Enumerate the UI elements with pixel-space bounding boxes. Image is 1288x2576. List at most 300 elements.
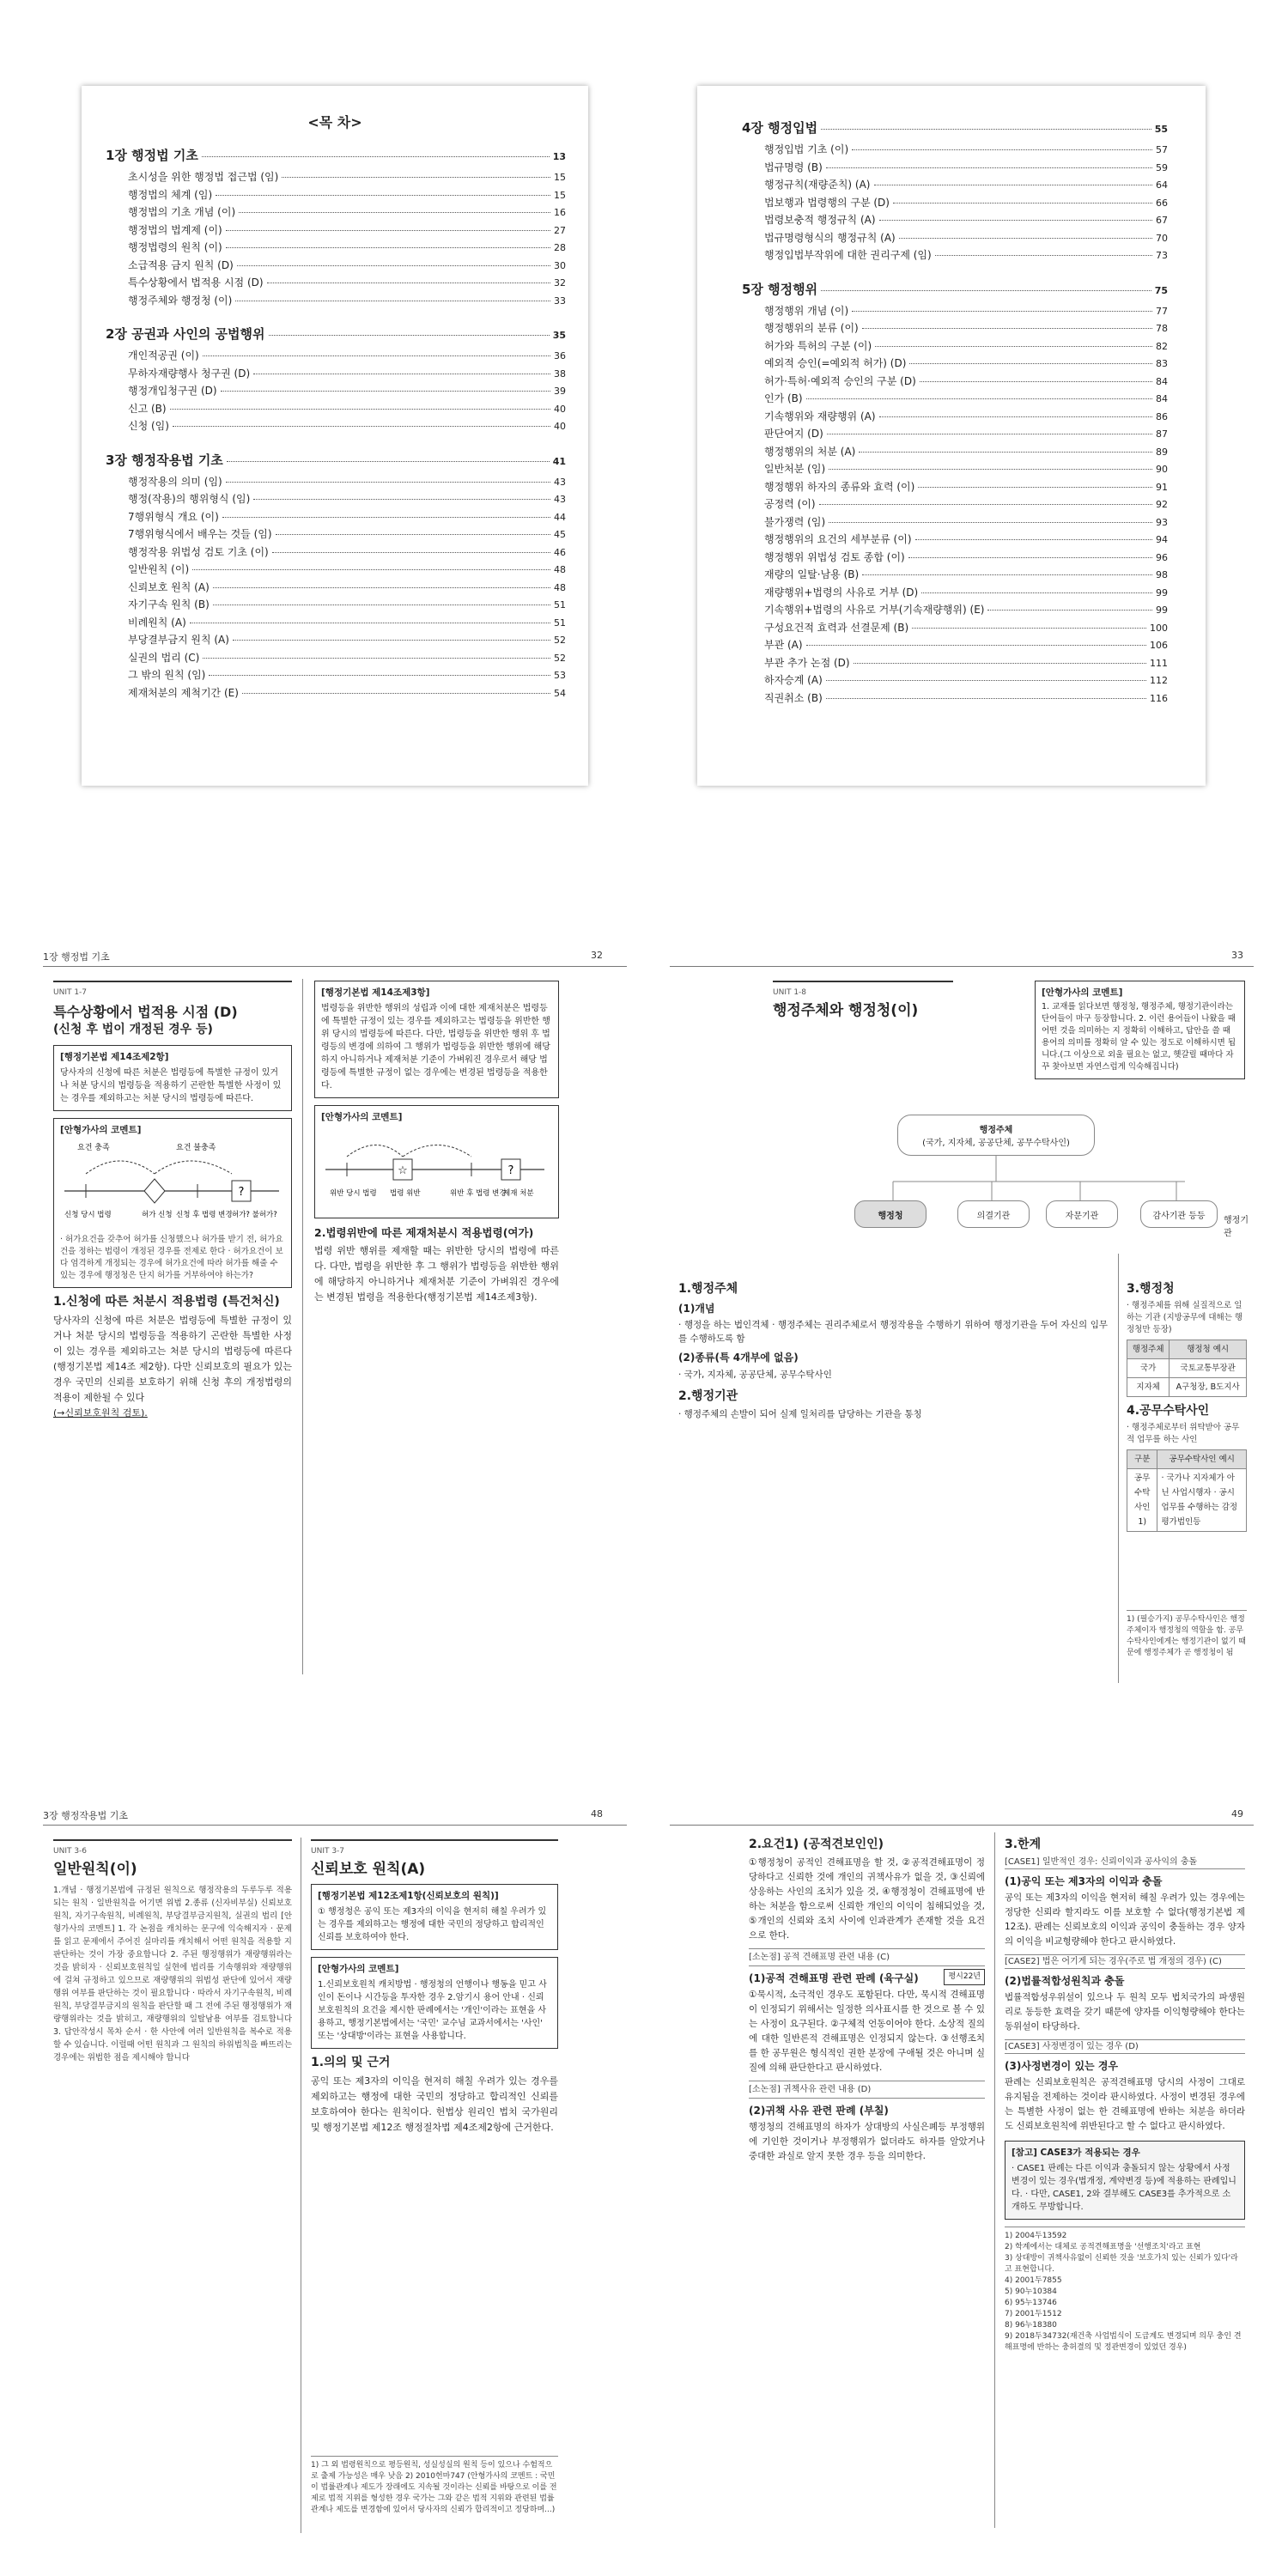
section-heading-2: 2.법령위반에 따른 제재처분시 적용법령(여가) <box>314 1226 534 1239</box>
left-column <box>53 1839 292 2064</box>
right-column <box>314 981 559 1305</box>
diagram-label-4: 신청 후 법령 변경 <box>176 1211 233 1219</box>
toc-page-number: 57 <box>1156 144 1168 155</box>
toc-item[interactable] <box>128 544 566 562</box>
table-header: 구분 <box>1127 1450 1157 1469</box>
toc-item-title: 행정행위 하자의 종류와 효력 (이) <box>764 480 915 493</box>
toc-item[interactable] <box>764 654 1168 672</box>
table-cell: 공무수탁 사인1) <box>1127 1469 1157 1532</box>
toc-item[interactable] <box>128 649 566 667</box>
toc-item-title: 허가와 특허의 구분 (이) <box>764 339 872 352</box>
law-box-2-text: 법령등을 위반한 행위의 성립과 이에 대한 제재처분은 법령등에 특별한 규정이 있는 경우를 제외하고는 법령등을 위반한 행위 당시의 법령등에 따른다. 다만, 법령등을 위반한 행위 후 법령등의 변경에 의하여 그 행위가 법령등을 위반한 행위에 해당하지 아니하거나 제재처분 기준이 가벼워진 경우로서 해당 법령등에 특별한 규정이 없는 경우에는 변경된 법령등을 적용한다. <box>321 1004 550 1091</box>
exam-badge: 평시22년 <box>944 1969 985 1985</box>
toc-item-title: 7행위형식에서 배우는 것들 (임) <box>128 528 272 540</box>
law-box-title: [행정기본법 제14조제2항] <box>60 1052 169 1062</box>
unit-label: UNIT 1-8 <box>773 981 953 1000</box>
toc-item[interactable] <box>128 417 566 435</box>
toc-item-title: 부관 추가 논점 (D) <box>764 656 850 669</box>
body-3: · 행정주체를 위해 실질적으로 일하는 기관 (지방공무에 대해는 행정청만 등장) <box>1127 1301 1243 1334</box>
page-header <box>670 945 1254 967</box>
toc-item[interactable] <box>764 549 1168 567</box>
law-box <box>53 1045 292 1111</box>
table-header: 행정주체 <box>1127 1340 1170 1359</box>
toc-page-number: 73 <box>1156 250 1168 261</box>
toc-item[interactable] <box>764 566 1168 584</box>
toc-page-number: 106 <box>1150 640 1168 651</box>
sub-issue-tag: [소논점] 공적 견해표명 관련 내용 (C) <box>749 1948 985 1966</box>
toc-item-title: 법규명령 (B) <box>764 161 823 173</box>
toc-item[interactable] <box>128 292 566 310</box>
org-node: 행정청 <box>854 1200 927 1228</box>
diagram-label-5: 허가? 불허가? <box>232 1211 277 1219</box>
toc-item-title: 비례원칙 (A) <box>128 616 186 629</box>
org-node: 감사기관 등등 <box>1140 1200 1218 1228</box>
section-body: 공익 또는 제3자의 이익을 현저히 해칠 우려가 있는 경우를 제외하고는 행정에 대한 국민의 정당하고 합리적인 신뢰를 보호하여야 한다는 원칙이다. 헌법상 원리인 법치 국가원리 및 행정기본법 제12조 행정절차법 제4조제2항에 근거한다. <box>311 2075 558 2133</box>
toc-item-title: 인가 (B) <box>764 392 803 404</box>
toc-item[interactable] <box>764 584 1168 602</box>
footnote-item: 8) 96누18380 <box>1005 2321 1057 2330</box>
toc-item[interactable] <box>128 508 566 526</box>
toc-item-title: 신고 (B) <box>128 402 167 415</box>
toc-item[interactable] <box>128 490 566 508</box>
toc-item-title: 행정개입청구권 (D) <box>128 385 217 397</box>
section-heading: 2.요건1) (공적견보인인) <box>749 1838 884 1851</box>
toc-page-number: 40 <box>554 403 566 415</box>
toc-item[interactable] <box>128 561 566 579</box>
toc-page-number: 100 <box>1150 622 1168 634</box>
toc-item[interactable] <box>764 425 1168 443</box>
case-3: [CASE3] 사정변경이 있는 경우 (D) <box>1005 2039 1245 2054</box>
table-cell: 지자체 <box>1127 1378 1170 1397</box>
toc-item-title: 행정행위 개념 (이) <box>764 304 849 317</box>
toc-item-title: 초시성을 위한 행정법 접근법 (임) <box>128 171 279 183</box>
toc-item-title: 행정작용의 의미 (임) <box>128 475 222 488</box>
toc-item-title: 행정작용 위법성 검토 기초 (이) <box>128 545 269 558</box>
toc-page-number: 13 <box>552 151 566 162</box>
toc-item[interactable] <box>764 194 1168 212</box>
toc-item[interactable] <box>764 211 1168 229</box>
toc-item[interactable] <box>764 408 1168 426</box>
toc-item[interactable] <box>764 141 1168 159</box>
toc-item[interactable] <box>764 495 1168 513</box>
toc-item-title: 구성요건적 효력과 선결문제 (B) <box>764 621 909 634</box>
toc-chapter-title: 2장 공권과 사인의 공법행위 <box>106 326 265 342</box>
unit-title: 행정주체와 행정청(이) <box>773 1002 919 1019</box>
toc-page-number: 53 <box>554 670 566 681</box>
unit-label: UNIT 3-7 <box>311 1839 558 1859</box>
toc-chapter-title: 4장 행정입법 <box>742 120 818 136</box>
footnote-item: 4) 2001두7855 <box>1005 2276 1062 2285</box>
toc-item-title: 행정입법 기초 (이) <box>764 143 849 155</box>
toc-item[interactable] <box>764 390 1168 408</box>
table-cell: 국토교통부장관 <box>1170 1359 1247 1378</box>
unit-title: 신뢰보호 원칙(A) <box>311 1861 426 1878</box>
table-cell: 국가 <box>1127 1359 1170 1378</box>
toc-item-title: 일반처분 (임) <box>764 463 826 475</box>
main-node <box>897 1115 1095 1156</box>
sub-body-d: 법률적합성우위설이 있으나 두 원칙 모두 법치국가의 파생원리로 동등한 효력을 갖기 때문에 양자를 이익형량해야 한다는 동위설이 타당하다. <box>1005 1992 1245 2032</box>
timeline-diagram <box>60 1139 285 1234</box>
toc-item[interactable] <box>764 159 1168 177</box>
section-heading-limit: 3.한계 <box>1005 1838 1042 1851</box>
toc-title: <목 차> <box>307 114 362 131</box>
law-box-2 <box>314 981 559 1098</box>
sub-body-c: 공익 또는 제3자의 이익을 현저히 해칠 우려가 있는 경우에는 정당한 신뢰라 할지라도 이를 보호할 수 없다(행정기본법 제12조). 판례는 신뢰보호의 이익과 공익이 충돌하는 경우 양자의 이익을 비교형량해야 한다고 판시하였다. <box>1005 1893 1245 1947</box>
toc-page-number: 39 <box>554 386 566 397</box>
toc-page-number: 15 <box>554 172 566 183</box>
body-4: · 행정주체로부터 위탁받아 공무적 업무를 하는 사인 <box>1127 1423 1240 1444</box>
toc-item-title: 그 밖의 원칙 (임) <box>128 669 206 681</box>
toc-item[interactable] <box>764 337 1168 355</box>
comment-box-text: 1. 교재를 읽다보면 행정청, 행정주체, 행정기관이라는 단어들이 마구 등장합니다. 2. 이런 용어들이 나왔을 때 어떤 것을 의미하는 지 정확히 이해하고, 답안을 쓸 때 용어의 의미를 정확히 알 수 있는 정도로 이해하시면 됩니다.(그 이상으로 외울 필요는 없고, 헷갈릴 때마다 자꾸 찾아보면 자연스럽게 익숙해집니다) <box>1042 1002 1236 1072</box>
right-column <box>1127 1275 1247 1532</box>
toc-page-number: 44 <box>554 511 566 523</box>
toc-item-title: 개인적공권 (이) <box>128 349 199 361</box>
sub-body-1: ①묵시적, 소극적인 경우도 포함된다. 다만, 묵시적 견해표명이 인정되기 위해서는 일정한 의사표시를 한 것으로 볼 수 있는 사정이 요구된다. ②구체적 언동이어야 한다. 소상적 질의에 대한 일반론적 견해표명은 인정되지 않는다. ③선행조치를 한 공무원은 형식적인 권한 분장에 구애될 것은 아니며 실질에 의해 판단한다고 판시하였다. <box>749 1990 985 2073</box>
toc-right-list <box>742 118 1168 707</box>
toc-page-number: 55 <box>1154 124 1168 135</box>
toc-page-number: 48 <box>554 564 566 575</box>
toc-page-number: 111 <box>1150 657 1168 669</box>
toc-chapter-title: 3장 행정작용법 기초 <box>106 452 223 468</box>
right-column <box>1005 1831 1245 2354</box>
section-body-1: 당사자의 신청에 따른 처분은 법령등에 특별한 규정이 있거나 처분 당시의 법령등을 적용하기 곤란한 특별한 사정이 있는 경우를 제외하고는 처분 당시의 법령등에 따른다(행정기본법 제14조 제2항). 다만 신뢰보호의 필요가 있는 경우 국민의 신뢰를 보호하기 위해 신청 후의 개정법령의 적용이 제한될 수 있다 <box>53 1315 292 1403</box>
toc-page-number: 77 <box>1156 305 1168 317</box>
toc-item[interactable] <box>764 319 1168 337</box>
comment-box-title: [안형가사의 코멘트] <box>1042 987 1123 998</box>
sub-body-2: 행정청의 견해표명의 하자가 상대방의 사실은폐등 부정행위에 기인한 것이거나 부정행위가 없더라도 하자를 알았거나 중대한 과실로 알지 못한 경우 등을 의미한다. <box>749 2122 985 2161</box>
toc-item-title: 소급적용 금지 원칙 (D) <box>128 258 234 271</box>
svg-text:?: ? <box>238 1186 245 1199</box>
case-2: [CASE2] 법은 어기게 되는 경우(주로 법 개정의 경우) (C) <box>1005 1954 1245 1969</box>
toc-item-title: 부관 (A) <box>764 639 803 651</box>
toc-item-title: 판단여지 (D) <box>764 428 823 440</box>
toc-item[interactable] <box>128 596 566 614</box>
page-32 <box>43 945 627 1683</box>
toc-item-title: 행정행위의 요건의 세부분류 (이) <box>764 533 912 545</box>
section-body: ①행정청이 공적인 견해표명을 할 것, ②공적견해표명이 정당하다고 신뢰한 것에 개인의 귀책사유가 없을 것, ③신뢰에 상응하는 사인의 조치가 있을 것, ④행정청이 견해표명에 반하는 처분을 함으로써 신뢰한 개인의 이익이 침해되었을 것, ⑤개인의 신뢰와 조치 사이에 인과관계가 존재할 것을 요건으로 한다. <box>749 1857 985 1941</box>
toc-item[interactable] <box>128 347 566 365</box>
toc-item-title: 행정(작용)의 행위형식 (임) <box>128 493 251 505</box>
toc-item-title: 예외적 승인(=예외적 허가) (D) <box>764 357 907 369</box>
section-body-2: 법령 위반 행위를 제재할 때는 위반한 당시의 법령에 따른다. 다만, 법령을 위반한 후 그 행위가 법령등을 위반한 행위에 해당하지 아니하거나 제재처분 기준이 가벼워진 경우에는 변경된 법령을 적용한다(행정기본법 제14조제3항). <box>314 1245 559 1303</box>
toc-page-number: 91 <box>1156 481 1168 493</box>
section-body-1-note: (→신뢰보호원칙 검토). <box>53 1407 148 1419</box>
toc-item[interactable] <box>764 601 1168 619</box>
sub-issue-tag: [소논점] 귀책사유 관련 내용 (D) <box>749 2081 985 2099</box>
toc-page-number: 87 <box>1156 428 1168 440</box>
toc-page-left <box>82 86 588 786</box>
section-heading-1: 1.행정주체 <box>678 1282 738 1296</box>
sub-heading-d: (2)법률적합성원칙과 충돌 <box>1005 1975 1125 1987</box>
page-33 <box>670 945 1254 1683</box>
toc-chapter-title: 1장 행정법 기초 <box>106 148 198 163</box>
diagram-label-1: 요건 불충족 <box>176 1144 216 1152</box>
toc-item-title: 신뢰보호 원칙 (A) <box>128 580 210 593</box>
left-column <box>749 1831 985 2164</box>
body-2: · 행정주체의 손발이 되어 실제 일처리를 담당하는 기관을 통칭 <box>678 1409 922 1419</box>
toc-item-title: 행정법의 기초 개념 (이) <box>128 206 236 218</box>
toc-item[interactable] <box>128 400 566 418</box>
unit-title: 일반원칙(이) <box>53 1861 137 1878</box>
sub-heading-1: (1)공적 견해표명 관련 판례 (육구실) <box>749 1972 919 1984</box>
toc-item[interactable] <box>128 631 566 649</box>
toc-page-number: 84 <box>1156 393 1168 404</box>
toc-item-title: 제재처분의 제척기간 (E) <box>128 686 239 699</box>
table-header: 공무수탁사인 예시 <box>1157 1450 1247 1469</box>
toc-item[interactable] <box>764 373 1168 391</box>
toc-item[interactable] <box>764 531 1168 549</box>
law-box-text: ① 행정청은 공익 또는 제3자의 이익을 현저히 해칠 우려가 있는 경우를 제외하고는 행정에 대한 국민의 정당하고 합리적인 신뢰를 보호하여야 한다. <box>318 1907 547 1942</box>
toc-page-number: 89 <box>1156 446 1168 458</box>
toc-page-number: 45 <box>554 529 566 540</box>
toc-item[interactable] <box>764 636 1168 654</box>
unit-label: UNIT 1-7 <box>53 981 292 1000</box>
toc-item[interactable] <box>764 176 1168 194</box>
footnote-item: 6) 95누13746 <box>1005 2299 1057 2307</box>
comment-box <box>311 1957 558 2049</box>
toc-page-number: 90 <box>1156 464 1168 475</box>
left-column <box>53 981 292 1421</box>
toc-page-number: 94 <box>1156 534 1168 545</box>
toc-page-number: 51 <box>554 599 566 611</box>
sub-heading-1b: (2)종류(특 4개부에 없음) <box>678 1352 799 1364</box>
reference-text: · CASE1 판례는 다른 이익과 충돌되지 않는 상황에서 사정변경이 있는 경우(법개정, 계약변경 등)에 적용하는 판례입니다. · 다만, CASE1, 2와 결부해도 CASE3를 추가적으로 소개하도 무방합니다. <box>1012 2164 1236 2212</box>
case-1: [CASE1] 일반적인 경우: 신뢰이익과 공사익의 충돌 <box>1005 1856 1245 1869</box>
toc-page-number: 38 <box>554 368 566 380</box>
toc-page-number: 52 <box>554 652 566 664</box>
comment-box <box>1035 981 1245 1079</box>
page-number: 49 <box>1231 1808 1243 1820</box>
toc-page-number: 82 <box>1156 340 1168 352</box>
toc-page-number: 43 <box>554 494 566 505</box>
toc-chapter <box>106 451 566 702</box>
toc-chapter <box>106 146 566 309</box>
main-node-sub: (국가, 지자체, 공공단체, 공무수탁사인) <box>922 1139 1070 1148</box>
footnote-item: 9) 2018두34732(재건축 사업법식이 도급계도 변경되며 의무 충인 견해표명에 반하는 충허결의 및 정관변경이 있었던 경우) <box>1005 2332 1242 2352</box>
toc-item-title: 행정주체와 행정청 (이) <box>128 294 233 307</box>
toc-item-title: 행정행위의 처분 (A) <box>764 445 856 458</box>
private-table <box>1127 1449 1247 1532</box>
toc-item-title: 재량의 일탈·남용 (B) <box>764 568 860 580</box>
toc-page-number: 70 <box>1156 232 1168 244</box>
toc-item-title: 불가쟁력 (임) <box>764 515 826 528</box>
unit-title <box>53 1004 292 1038</box>
toc-item-title: 행정법령의 원칙 (이) <box>128 241 222 253</box>
toc-page-number: 64 <box>1156 179 1168 191</box>
toc-item[interactable] <box>764 229 1168 247</box>
toc-item[interactable] <box>764 460 1168 478</box>
toc-item-title: 7행위형식 개요 (이) <box>128 510 219 523</box>
left-column <box>678 1275 1108 1421</box>
toc-page-number: 32 <box>554 277 566 289</box>
toc-page-number: 96 <box>1156 551 1168 563</box>
toc-item-title: 법령보충적 행정규칙 (A) <box>764 214 876 226</box>
agency-table <box>1127 1340 1247 1397</box>
diagram2-label-2: 위반 후 법령 변경 <box>450 1189 507 1198</box>
section-heading-4: 4.공무수탁사인 <box>1127 1404 1210 1418</box>
toc-page-right <box>697 86 1206 786</box>
footnote-item: 7) 2001두1512 <box>1005 2310 1062 2318</box>
section-heading: 1.의의 및 근거 <box>311 2056 391 2069</box>
unit-subtitle: (신청 후 법이 개정된 경우 등) <box>53 1023 213 1036</box>
toc-page-number: 67 <box>1156 215 1168 226</box>
page-49 <box>670 1803 1254 2542</box>
toc-item-title: 자기구속 원칙 (B) <box>128 598 210 611</box>
toc-chapter <box>106 325 566 435</box>
toc-page-number: 86 <box>1156 410 1168 422</box>
comment-box-text: · 허가요건을 갖추어 허가를 신청했으나 허가를 받기 전, 허가요건을 정하는 법령이 개정된 경우를 전제로 한다 · 허가요건이 보다 엄격하게 개정되는 경우에 허가요건에 따라 허가를 해줄 수 있는 경우에 행정청은 단지 허가를 거부하여야 하는가? <box>60 1235 283 1280</box>
toc-item[interactable] <box>764 619 1168 637</box>
toc-item[interactable] <box>128 526 566 544</box>
toc-page-number: 48 <box>554 581 566 593</box>
body-1a: · 행정을 하는 법인격체 · 행정주체는 권리주체로서 행정작용을 수행하기 위하여 행정기관을 두어 자신의 임무를 수행하도록 함 <box>678 1320 1108 1344</box>
toc-item[interactable] <box>128 473 566 491</box>
section-heading-3: 3.행정청 <box>1127 1282 1175 1296</box>
toc-item[interactable] <box>128 239 566 257</box>
law-box <box>311 1884 558 1950</box>
toc-page-number: 66 <box>1156 197 1168 209</box>
comment-box-title: [안형가사의 코멘트] <box>60 1125 142 1135</box>
toc-page-number: 36 <box>554 350 566 361</box>
sanction-diagram <box>321 1127 551 1212</box>
toc-page-number: 15 <box>554 189 566 201</box>
toc-item[interactable] <box>128 365 566 383</box>
toc-item[interactable] <box>128 579 566 597</box>
table-cell: · 국가나 지자체가 아닌 사업시행자 · 공시업무를 수행하는 감정평가법인등 <box>1157 1469 1247 1532</box>
toc-item-title: 일반원칙 (이) <box>128 563 190 575</box>
toc-item[interactable] <box>128 222 566 240</box>
toc-item-title: 무하자재량행사 청구권 (D) <box>128 367 251 380</box>
toc-item-title: 행정행위 위법성 검토 종합 (이) <box>764 550 905 563</box>
comment-box-2-title: [안형가사의 코멘트] <box>321 1112 403 1122</box>
toc-item[interactable] <box>128 186 566 204</box>
reference-title: [참고] CASE3가 적용되는 경우 <box>1012 2148 1140 2158</box>
toc-chapter-title: 5장 행정행위 <box>742 281 818 297</box>
toc-chapter <box>742 118 1168 264</box>
body-1b: · 국가, 지자체, 공공단체, 공무수탁사인 <box>678 1370 832 1380</box>
diagram-label-0: 요건 충족 <box>77 1144 110 1152</box>
toc-page-number: 93 <box>1156 516 1168 528</box>
toc-item[interactable] <box>128 204 566 222</box>
toc-item[interactable] <box>128 274 566 292</box>
comment-box <box>53 1118 292 1288</box>
org-node: 의결기관 <box>957 1200 1030 1228</box>
toc-item-title: 직권취소 (B) <box>764 691 823 704</box>
toc-page-number: 46 <box>554 546 566 558</box>
nodes-right-label: 행정기관 <box>1224 1216 1249 1238</box>
unit-label: UNIT 3-6 <box>53 1839 292 1859</box>
diagram-label-3: 허가 신청 <box>142 1211 173 1219</box>
sub-heading-2: (2)귀책 사유 관련 판례 (부칠) <box>749 2105 889 2117</box>
page-number: 48 <box>591 1808 603 1820</box>
toc-page-number: 30 <box>554 259 566 271</box>
toc-page-number: 98 <box>1156 569 1168 580</box>
table-cell: A구청장, B도지사 <box>1170 1378 1247 1397</box>
footnote-item: 2) 학계에서는 대체로 공적견해표명을 '선행조치'라고 표현 <box>1005 2243 1201 2251</box>
diagram2-label-3: 제재 처분 <box>503 1189 534 1198</box>
law-box-text: 당사자의 신청에 따른 처분은 법령등에 특별한 규정이 있거나 처분 당시의 법령등을 적용하기 곤란한 특별한 사정이 있는 경우를 제외하고는 처분 당시의 법령등에 따른다. <box>60 1068 282 1103</box>
page-header <box>43 1803 627 1826</box>
toc-page-number: 51 <box>554 617 566 629</box>
reference-box <box>1005 2141 1245 2220</box>
chapter-label: 3장 행정작용법 기초 <box>43 1810 128 1821</box>
footnotes <box>1005 2227 1245 2354</box>
toc-page-number: 59 <box>1156 161 1168 173</box>
toc-item-title: 신청 (임) <box>128 420 169 432</box>
toc-item[interactable] <box>128 168 566 186</box>
section-heading-1: 1.신청에 따른 처분시 적용법령 (특건처신) <box>53 1295 280 1309</box>
table-header: 행정청 예시 <box>1170 1340 1247 1359</box>
toc-item[interactable] <box>764 355 1168 373</box>
toc-page-number: 52 <box>554 635 566 646</box>
toc-page-number: 33 <box>554 295 566 307</box>
toc-item-title: 행정행위의 분류 (이) <box>764 322 859 334</box>
toc-page-number: 43 <box>554 476 566 488</box>
toc-page-number: 28 <box>554 242 566 253</box>
page-header <box>670 1803 1254 1826</box>
toc-page-number: 78 <box>1156 323 1168 334</box>
toc-item[interactable] <box>764 690 1168 708</box>
toc-item-title: 법보행과 법령행의 구분 (D) <box>764 196 890 209</box>
toc-item-title: 허가·특허·예외적 승인의 구분 (D) <box>764 374 916 387</box>
toc-item[interactable] <box>764 302 1168 320</box>
toc-item-title: 행정입법부작위에 대한 권리구제 (임) <box>764 249 932 261</box>
toc-item[interactable] <box>764 443 1168 461</box>
law-box-2-title: [행정기본법 제14조제3항] <box>321 987 430 998</box>
toc-item-title: 공정력 (이) <box>764 498 816 510</box>
toc-item[interactable] <box>764 478 1168 496</box>
toc-item-title: 행정규칙(재량준칙) (A) <box>764 179 871 191</box>
page-48 <box>43 1803 627 2542</box>
footnotes: 1) 그 외 법령원칙으로 평등원칙, 성실성실의 원칙 등이 있으나 수험적으로 출제 가능성은 매우 낮음 2) 2010헌마747 (안형가사의 코멘트 : 국민이 법률관계나 제도가 장래에도 지속될 것이라는 신뢰를 바탕으로 이를 전제로 법적 지위를 형성한 경우 국가는 그와 같은 법적 지위와 관련된 법률관계나 제도를 변경함에 있어서 당사자의 신뢰가 합리적이고 정당하며...) <box>311 2456 558 2516</box>
svg-text:☆: ☆ <box>398 1164 408 1177</box>
toc-item[interactable] <box>764 671 1168 690</box>
toc-item[interactable] <box>128 614 566 632</box>
toc-item[interactable] <box>128 684 566 702</box>
main-node-title: 행정주체 <box>979 1126 1013 1135</box>
left-top <box>773 981 953 1025</box>
toc-item-title: 하자승계 (A) <box>764 674 823 686</box>
toc-page-number: 84 <box>1156 375 1168 387</box>
law-box-title: [행정기본법 제12조제1항(신뢰보호의 원칙)] <box>318 1891 499 1901</box>
page-number: 32 <box>591 950 603 961</box>
toc-page-number: 40 <box>554 421 566 432</box>
comment-box-text: 1.신뢰보호원칙 캐치방법 · 행정청의 언행이나 행동을 믿고 사인이 돈이나 시간등을 투자한 경우 2.암기시 용어 안내 · 신뢰보호원칙의 요건을 제시한 판례에서는 '개인'이라는 표현을 사용하고, 행정기본법에서는 '국민' 교수님 교과서에서는 '사인' 또는 '상대방'이라는 표현을 사용합니다. <box>318 1980 547 2041</box>
toc-item-title: 부당결부금지 원칙 (A) <box>128 634 229 646</box>
comment-box-2 <box>314 1105 559 1218</box>
toc-page-number: 35 <box>552 330 566 341</box>
diagram2-label-1: 법령 위반 <box>390 1189 421 1198</box>
footnote: 1) (필승가지) 공무수탁사인은 행정주체이자 행정청의 역할을 함. 공무수탁사인에게는 행정기관이 없기 때문에 행정주체가 곧 행정청이 됨 <box>1127 1610 1247 1659</box>
svg-text:?: ? <box>507 1164 514 1177</box>
unit-body: 1.개념 · 행정기본법에 규정된 원칙으로 행정작용의 두루두루 적용되는 원칙 · 일반원칙을 어기면 위법 2.종류 (신자비부실) 신뢰보호원칙, 자기구속원칙, 비례원칙, 부당결부금지원칙, 실권의 법리 [안형가사의 코멘트] 1. 각 논점을 캐치하는 문구에 익숙해지자 · 문제를 읽고 문제에서 주어진 실마리를 캐치해서 어떤 원칙을 적용할 지 판단하는 것이 가장 중요합니다 2. 주된 행정행위가 재량행위라는 것을 밝히자 · 신뢰보호원칙일 실현에 법리를 기속행위와 재량행위에 걸쳐 규정하고 있으므로 재량행위의 위법성 판단에 있어서 재량행위 여부를 판단하는 것이 필요합니다 · 따라서 자기구속원칙, 비례원칙, 부당결부금지의 원칙을 판단할 때 그 전에 주된 행정행위가 재량행위라는 것을 밝히고, 재량행위의 일탈남용 여부를 검토합니다 3. 답안작성시 목차 순서 · 한 사안에 여러 일반원칙을 복수로 적용할 수 있습니다. 이럴때 어떤 원칙과 그 원칙의 하위법칙을 빠뜨리는 경우에는 위법한 점을 제시해야 합니다 <box>53 1886 292 2063</box>
toc-item[interactable] <box>128 666 566 684</box>
toc-item[interactable] <box>764 513 1168 532</box>
toc-item-title: 행정법의 체계 (임) <box>128 188 213 201</box>
toc-item[interactable] <box>128 257 566 275</box>
toc-item-title: 기속행위와 재량행위 (A) <box>764 410 876 422</box>
footnote-item: 1) 2004두13592 <box>1005 2232 1067 2240</box>
page-header <box>43 945 627 967</box>
toc-item[interactable] <box>764 246 1168 264</box>
page-number: 33 <box>1231 950 1243 961</box>
toc-item[interactable] <box>128 382 566 400</box>
toc-item-title: 재량행위+법령의 사유로 거부 (D) <box>764 586 919 598</box>
chapter-label: 1장 행정법 기초 <box>43 951 110 963</box>
toc-item-title: 법규명령형식의 행정규칙 (A) <box>764 231 896 244</box>
toc-left-list <box>106 146 566 702</box>
